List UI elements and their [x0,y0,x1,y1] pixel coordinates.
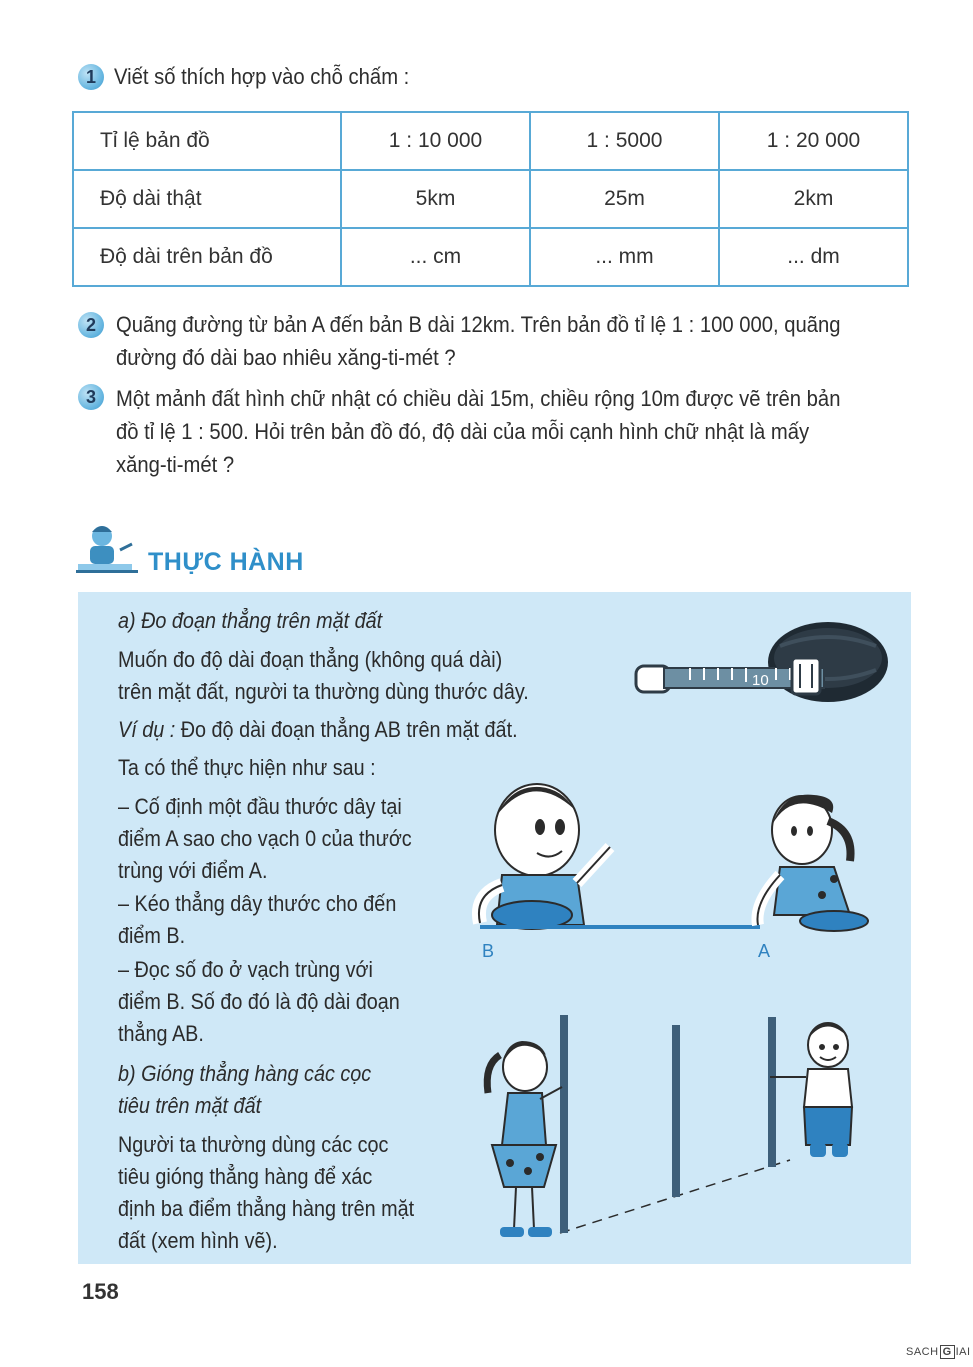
part-b-text: tiêu gióng thẳng hàng để xác [118,1164,373,1189]
part-b-title: b) Gióng thẳng hàng các cọc [118,1061,372,1086]
table-cell: 2km [719,170,908,228]
table-cell: 1 : 20 000 [719,112,908,170]
table-cell: 5km [341,170,530,228]
ranging-poles-illustration [470,1015,880,1250]
row-label: Độ dài trên bản đồ [73,228,341,286]
table-row [73,112,908,170]
scale-table [72,111,909,287]
student-writing-icon [76,520,142,578]
watermark [906,1345,971,1359]
exercise-1-number: 1 [78,64,104,90]
part-b-title: tiêu trên mặt đất [118,1093,262,1118]
table-cell: ... cm [341,228,530,286]
watermark-left: SACH [906,1346,939,1358]
table-cell: ... mm [530,228,719,286]
steps-intro: Ta có thể thực hiện như sau : [118,755,376,780]
table-cell: ... dm [719,228,908,286]
part-a-text: Muốn đo độ dài đoạn thẳng (không quá dài) [118,647,503,672]
part-b-text: Người ta thường dùng các cọc [118,1132,389,1157]
step-text: – Kéo thẳng dây thước cho đến [118,891,397,916]
example-line [118,714,518,746]
part-a-title: a) Đo đoạn thẳng trên mặt đất [118,608,383,633]
table-row [73,228,908,286]
tape-mark-label: 10 [752,672,769,689]
table-cell: 1 : 10 000 [341,112,530,170]
step-text: điểm B. [118,923,186,948]
example-text: Đo độ dài đoạn thẳng AB trên mặt đất. [175,717,518,742]
table-cell: 25m [530,170,719,228]
watermark-logo: G [940,1345,955,1359]
part-b-text: định ba điểm thẳng hàng trên mặt [118,1196,415,1221]
measuring-scene-illustration [462,775,882,965]
exercise-3-line: Một mảnh đất hình chữ nhật có chiều dài 15m, chiều rộng 10m được vẽ trên bản [116,386,841,411]
practice-title: THỰC HÀNH [148,548,304,576]
step-text: điểm A sao cho vạch 0 của thước [118,826,412,851]
step-text: – Đọc số đo ở vạch trùng với [118,957,373,982]
exercise-3-line: đồ tỉ lệ 1 : 500. Hỏi trên bản đồ đó, độ dài của mỗi cạnh hình chữ nhật là mấy [116,419,810,444]
table-row [73,170,908,228]
point-a-label: A [758,941,771,961]
table-cell: 1 : 5000 [530,112,719,170]
exercise-2-number: 2 [78,312,104,338]
tape-measure-illustration [630,612,892,708]
watermark-right: IAI [955,1346,971,1358]
example-label: Ví dụ : [118,717,176,742]
row-label: Tỉ lệ bản đồ [73,112,341,170]
page-number: 158 [82,1279,119,1304]
part-a-text: trên mặt đất, người ta thường dùng thước dây. [118,679,529,704]
step-text: thẳng AB. [118,1021,204,1046]
step-text: trùng với điểm A. [118,858,268,883]
exercise-1-instruction: Viết số thích hợp vào chỗ chấm : [114,64,410,89]
exercise-3-line: xăng-ti-mét ? [116,452,235,477]
exercise-2-line: Quãng đường từ bản A đến bản B dài 12km. Trên bản đồ tỉ lệ 1 : 100 000, quãng [116,312,841,337]
exercise-2-line: đường đó dài bao nhiêu xăng-ti-mét ? [116,345,456,370]
step-text: – Cố định một đầu thước dây tại [118,794,402,819]
exercise-3-number: 3 [78,384,104,410]
point-b-label: B [482,941,495,961]
row-label: Độ dài thật [73,170,341,228]
part-b-text: đất (xem hình vẽ). [118,1228,278,1253]
step-text: điểm B. Số đo đó là độ dài đoạn [118,989,400,1014]
